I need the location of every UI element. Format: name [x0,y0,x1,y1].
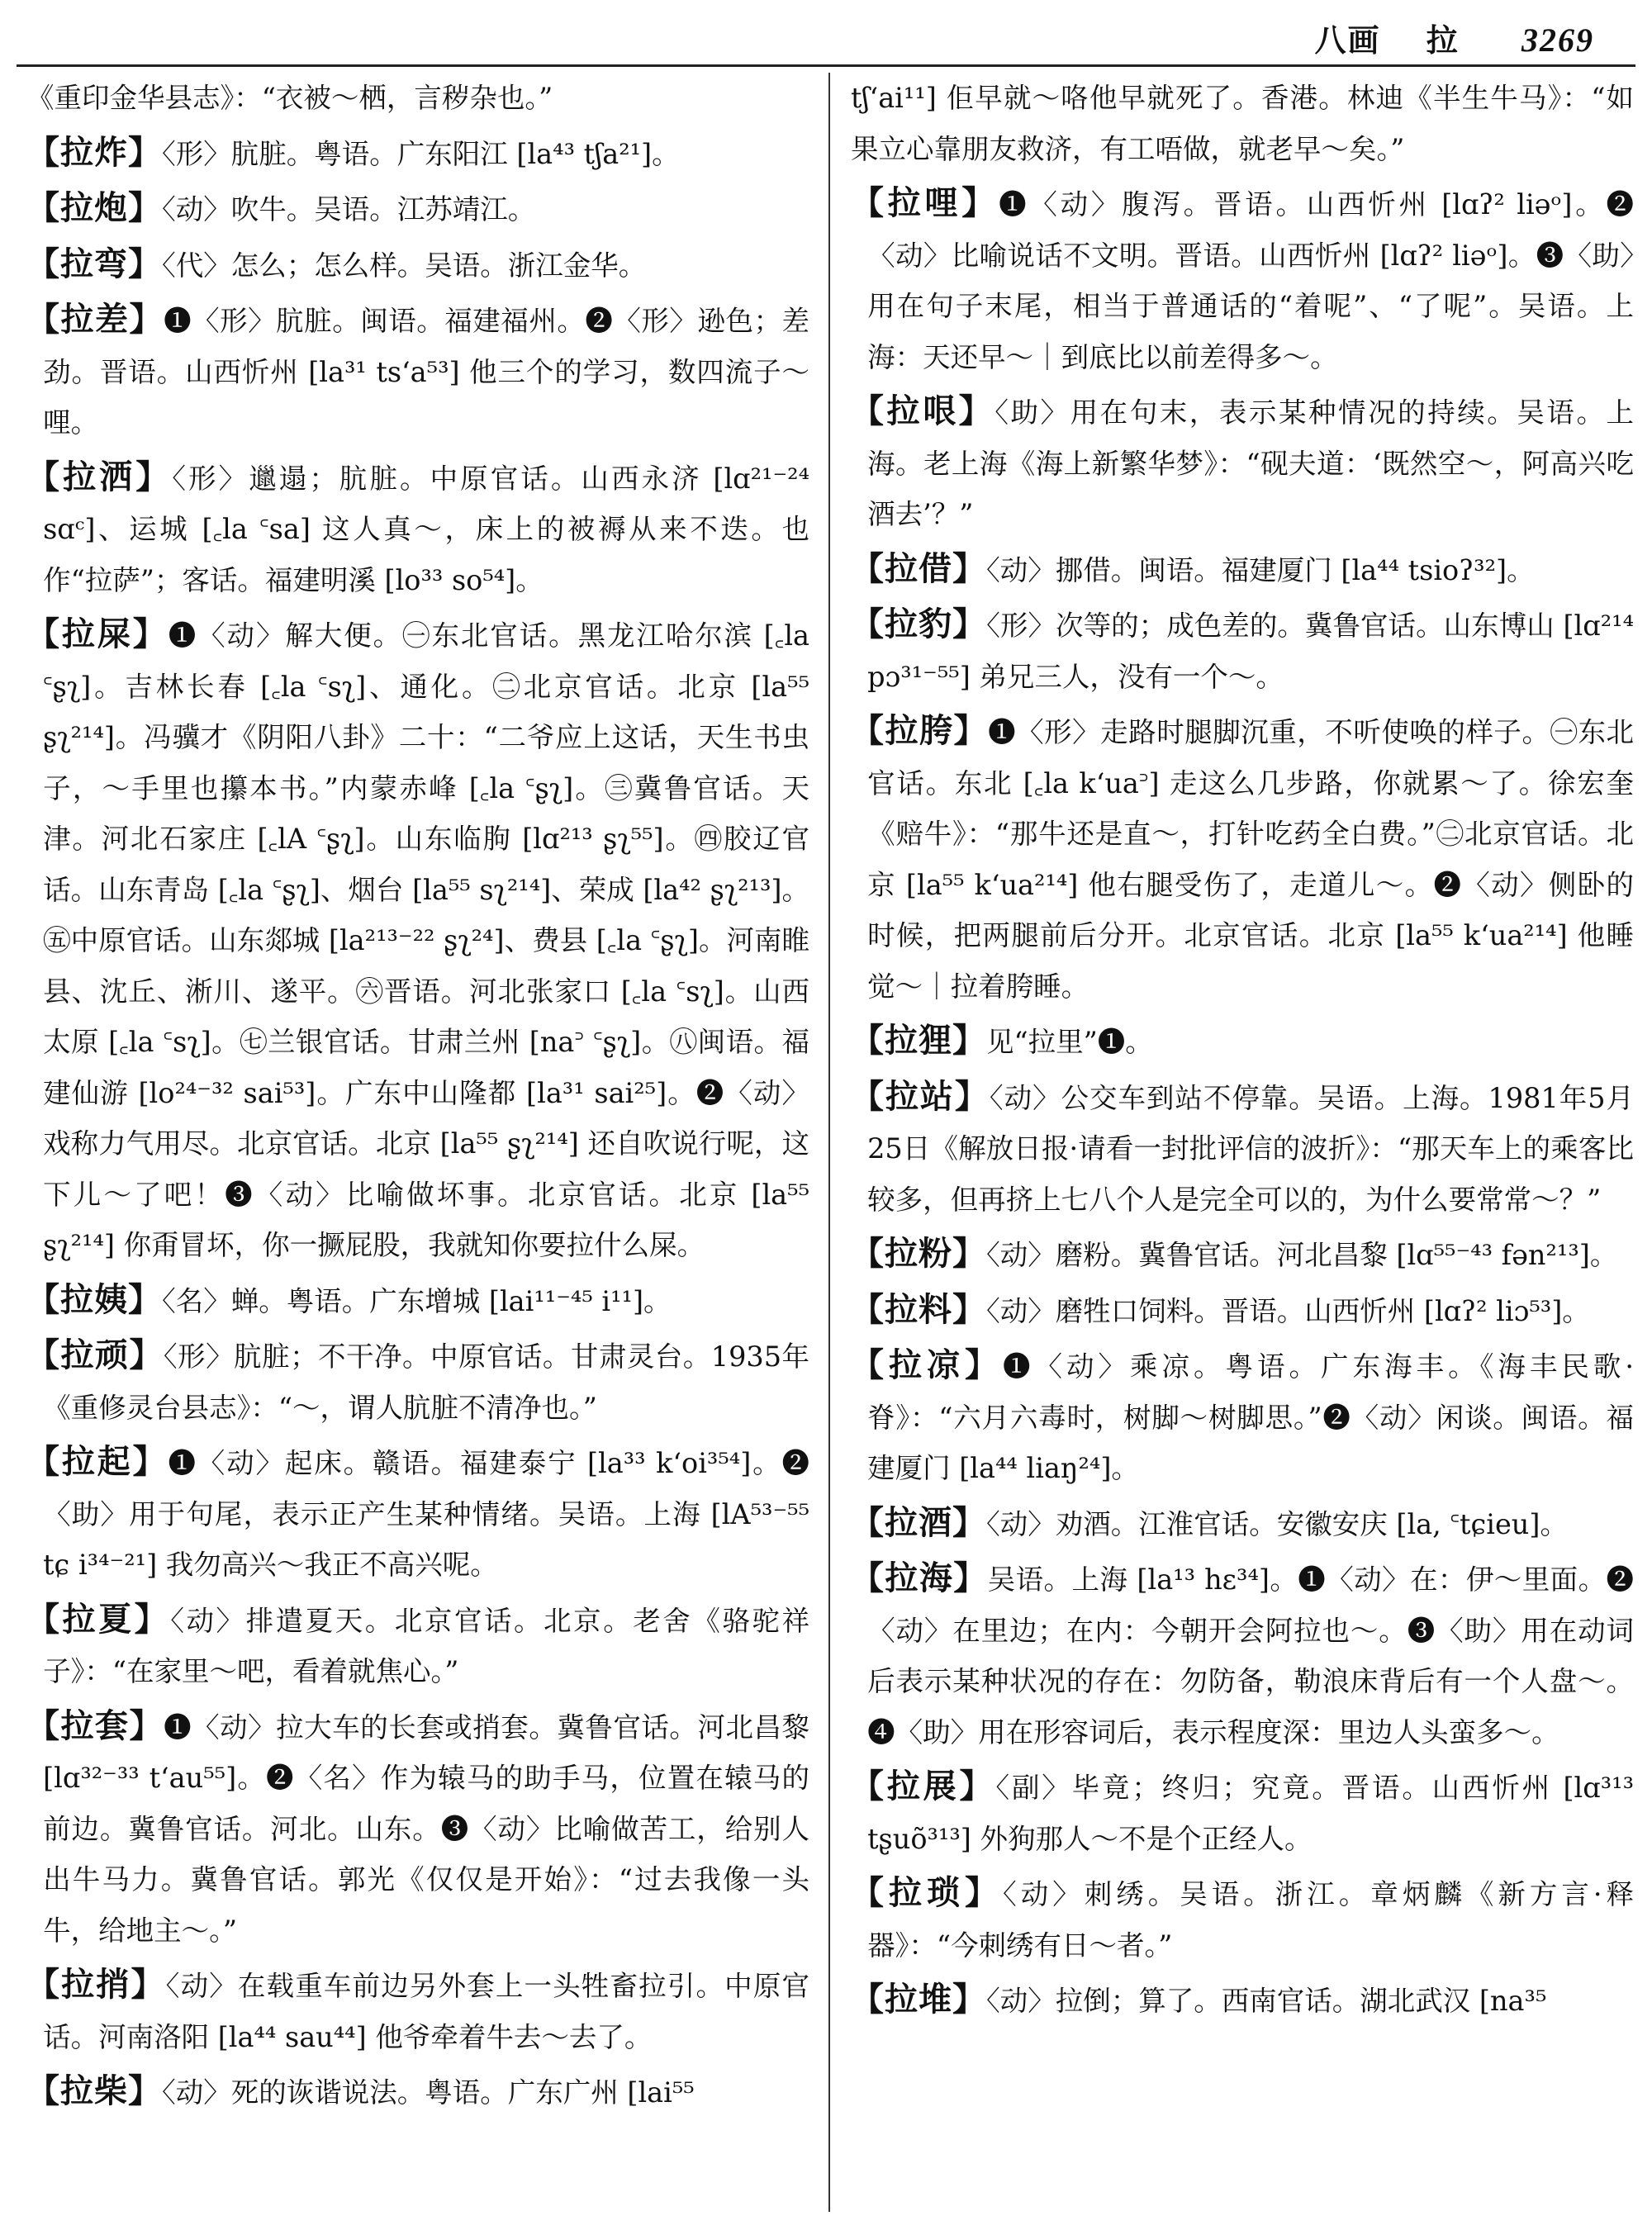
dictionary-entry [851,1974,1634,2027]
definition: 〈副〉毕竟；终归；究竟。晋语。山西忻州 [lɑ³¹³ tʂuõ³¹³] 外狗那人～不是个正经人。 [867,1772,1634,1855]
definition: ❶〈动〉解大便。㊀东北官话。黑龙江哈尔滨 [꜀la ꜂ʂʅ]。吉林长春 [꜀la ꜂sʅ]、通化。㊁北京官话。北京 [la⁵⁵ ʂʅ²¹⁴]。冯骥才《阴阳八卦》二十：“二爷应上这话，天生书虫子，～手里也攥本书。”内蒙赤峰 [꜀la ꜂ʂʅ]。㊂冀鲁官话。天津。河北石家庄 [꜀lA ꜂ʂʅ]。山东临朐 [lɑ²¹³ ʂʅ⁵⁵]。㊃胶辽官话。山东青岛 [꜀la ꜂ʂʅ]、烟台 [la⁵⁵ sʅ²¹⁴]、荣成 [la⁴² ʂʅ²¹³]。㊄中原官话。山东郯城 [la²¹³⁻²² ʂʅ²⁴]、费县 [꜀la ꜂ʂʅ]。河南睢县、沈丘、淅川、遂平。㊅晋语。河北张家口 [꜀la ꜂sʅ]。山西太原 [꜀la ꜂sʅ]。㊆兰银官话。甘肃兰州 [na꜄ ꜂ʂʅ]。㊇闽语。福建仙游 [lo²⁴⁻³² sai⁵³]。广东中山隆都 [la³¹ sai²⁵]。❷〈动〉戏称力气用尽。北京官话。北京 [la⁵⁵ ʂʅ²¹⁴] 还自吹说行呢，这下儿～了吧！❸〈动〉比喻做坏事。北京官话。北京 [la⁵⁵ ʂʅ²¹⁴] 你甭冒坏，你一撅屁股，我就知你要拉什么屎。 [43,619,809,1261]
definition: 〈形〉邋遢；肮脏。中原官话。山西永济 [lɑ²¹⁻²⁴ sɑᶜ]、运城 [꜀la ꜂sa] 这人真～，床上的被褥从来不迭。也作“拉萨”；客话。福建明溪 [lo³³ so⁵⁴]。 [43,462,809,596]
definition: ❶〈形〉肮脏。闽语。福建福州。❷〈形〉逊色；差劲。晋语。山西忻州 [la³¹ ts‘a⁵³] 他三个的学习，数四流子～哩。 [43,305,809,439]
definition: 〈动〉吹牛。吴语。江苏靖江。 [162,193,536,225]
dictionary-entry [851,1553,1634,1758]
headword: 【拉夏】 [26,1599,171,1639]
dictionary-entry [851,178,1634,382]
dictionary-entry [26,1701,809,1957]
entry-continuation: tʃ‘ai¹¹] 佢早就～咯他早就死了。香港。林迪《半生牛马》：“如果立心靠朋友救济，有工唔做，就老早～矣。” [851,82,1634,165]
definition: 〈动〉排遣夏天。北京官话。北京。老舍《骆驼祥子》：“在家里～吧，看着就焦心。” [43,1604,809,1687]
headword: 【拉顽】 [26,1336,164,1374]
headword: 【拉哩】 [851,183,999,222]
definition: ❶〈动〉起床。赣语。福建泰宁 [la³³ k‘oi³⁵⁴]。❷〈助〉用于句尾，表示正产生某种情绪。吴语。上海 [lA⁵³⁻⁵⁵ tɕ i³⁴⁻²¹] 我勿高兴～我正不高兴呢。 [43,1447,809,1581]
dictionary-entry [851,599,1634,702]
headword: 【拉狸】 [851,1021,986,1060]
definition: 〈动〉挪借。闽语。福建厦门 [la⁴⁴ tsioʔ³²]。 [986,553,1535,586]
headword: 【拉套】 [26,1706,164,1745]
definition: 〈动〉拉倒；算了。西南官话。湖北武汉 [na³⁵ [986,1985,1547,2017]
dictionary-entry [26,183,809,235]
dictionary-entry [26,452,809,606]
dictionary-entry [851,386,1634,540]
definition: 〈形〉肮脏。粤语。广东阳江 [la⁴³ tʃa²¹]。 [162,137,680,170]
headword: 【拉起】 [26,1442,169,1481]
headword: 【拉炸】 [26,132,162,172]
headword: 【拉胯】 [851,711,989,750]
headword: 【拉屎】 [26,614,169,653]
dictionary-entry [851,1228,1634,1281]
definition: 吴语。上海 [la¹³ hɛ³⁴]。❶〈动〉在：伊～里面。❷〈动〉在里边；在内：今朝开会阿拉也～。❸〈助〉用在动词后表示某种状况的存在：勿防备，勒浪床背后有一个人盘～。❹〈助〉用在形容词后，表示程度深：里边人头蛮多～。 [867,1563,1634,1748]
headword: 【拉海】 [851,1559,988,1597]
dictionary-entry [26,1274,809,1327]
definition: 见“拉里”❶。 [986,1026,1153,1058]
headword: 【拉捎】 [26,1965,166,2004]
headword: 【拉凉】 [851,1345,1004,1384]
headword: 【拉堆】 [851,1980,986,2019]
dictionary-entry [851,1071,1634,1226]
dictionary-entry [851,1497,1634,1550]
headword: 【拉豹】 [851,605,987,643]
headword: 【拉展】 [851,1767,996,1805]
right-column [851,73,1634,2212]
dictionary-entry [26,1330,809,1433]
definition: 〈动〉磨牲口饲料。晋语。山西忻州 [lɑʔ² liɔ⁵³]。 [986,1294,1590,1327]
headword: 【拉站】 [851,1076,990,1116]
definition: ❶〈形〉走路时腿脚沉重，不听使唤的样子。㊀东北官话。东北 [꜀la k‘ua꜄] 走这么几步路，你就累～了。徐宏奎《赔牛》：“那牛还是直～，打针吃药全白费。”㊁北京官话。北京 [la⁵⁵ k‘ua²¹⁴] 他右腿受伤了，走道儿～。❷〈动〉侧卧的时候，把两腿前后分开。北京官话。北京 [la⁵⁵ k‘ua²¹⁴] 他睡觉～｜拉着胯睡。 [867,716,1634,1003]
definition: ❶〈动〉腹泻。晋语。山西忻州 [lɑʔ² liəᵒ]。❷〈动〉比喻说话不文明。晋语。山西忻州 [lɑʔ² liəᵒ]。❸〈助〉用在句子末尾，相当于普通话的“着呢”、“了呢”。吴语。上海：天还早～｜到底比以前差得多～。 [867,188,1634,373]
dictionary-entry [26,239,809,292]
headword: 【拉洒】 [26,457,173,496]
dictionary-entry [26,2066,809,2118]
headword: 【拉琐】 [851,1873,1004,1912]
dictionary-entry [851,1867,1634,1971]
headword: 【拉柴】 [26,2071,162,2110]
definition: 〈代〉怎么；怎么样。吴语。浙江金华。 [162,249,647,282]
dictionary-entry [26,294,809,448]
headword: 【拉弯】 [26,244,162,283]
definition: 〈动〉磨粉。冀鲁官话。河北昌黎 [lɑ⁵⁵⁻⁴³ fən²¹³]。 [986,1239,1618,1271]
dictionary-entry [851,1015,1634,1068]
dictionary-entry [851,543,1634,596]
definition: 〈形〉次等的；成色差的。冀鲁官话。山东博山 [lɑ²¹⁴ pɔ³¹⁻⁵⁵] 弟兄三人，没有一个～。 [867,610,1634,693]
dictionary-entry [26,127,809,180]
definition: 〈动〉劝酒。江淮官话。安徽安庆 [la, ꜂tɕieu]。 [986,1507,1568,1540]
headword: 【拉粉】 [851,1234,986,1273]
page-number: 3269 [1521,21,1594,59]
headword: 【拉哏】 [851,391,995,430]
headword: 【拉借】 [851,548,986,588]
definition: 〈名〉蝉。粤语。广东增城 [lai¹¹⁻⁴⁵ i¹¹]。 [162,1284,672,1317]
dictionary-entry [851,1340,1634,1494]
headword: 【拉炮】 [26,188,162,227]
definition: 〈动〉在载重车前边另外套上一头牲畜拉引。中原官话。河南洛阳 [la⁴⁴ sau⁴⁴] 他爷牵着牛去～去了。 [43,1970,809,2053]
dictionary-entry [26,1436,809,1591]
dictionary-entry [26,1594,809,1697]
definition: 〈动〉公交车到站不停靠。吴语。上海。1981年5月25日《解放日报·请看一封批评信的波折》：“那天车上的乘客比较多，但再挤上七八个人是完全可以的，为什么要常常～？” [867,1081,1634,1216]
definition: ❶〈动〉拉大车的长套或捎套。冀鲁官话。河北昌黎 [lɑ³²⁻³³ t‘au⁵⁵]。❷〈名〉作为辕马的助手马，位置在辕马的前边。冀鲁官话。河北。山东。❸〈动〉比喻做苦工，给别人出牛马力。冀鲁官话。郭光《仅仅是开始》：“过去我像一头牛，给地主～。” [43,1710,809,1947]
definition: 〈动〉刺绣。吴语。浙江。章炳麟《新方言·释器》：“今刺绣有日～者。” [867,1878,1634,1962]
dictionary-entry [851,1284,1634,1337]
dictionary-entry [851,1761,1634,1864]
definition: 〈助〉用在句末，表示某种情况的持续。吴语。上海。老上海《海上新繁华梦》：“砚夫道：‘既然空～，阿高兴吃酒去’？” [867,396,1634,530]
column-divider [828,73,830,2212]
dictionary-entry [851,705,1634,1012]
headword: 【拉差】 [26,300,164,339]
left-column [26,73,809,2212]
page-header [1315,15,1595,60]
section-label: 八画 [1314,21,1381,59]
entry-continuation: 《重印金华县志》：“衣被～栖，言秽杂也。” [26,82,553,114]
definition: ❶〈动〉乘凉。粤语。广东海丰。《海丰民歌·脊》：“六月六毒时，树脚～树脚思。”❷〈动〉闲谈。闽语。福建厦门 [la⁴⁴ liaŋ²⁴]。 [867,1350,1634,1484]
headword: 【拉酒】 [851,1502,986,1542]
headword: 【拉姨】 [26,1279,162,1319]
header-rule [17,64,1635,67]
definition: 〈动〉死的诙谐说法。粤语。广东广州 [lai⁵⁵ [162,2076,695,2109]
definition: 〈形〉肮脏；不干净。中原官话。甘肃灵台。1935年《重修灵台县志》：“～，谓人肮脏不清净也。” [43,1340,809,1424]
dictionary-entry [26,609,809,1271]
header-character: 拉 [1426,21,1460,59]
headword: 【拉料】 [851,1289,986,1329]
dictionary-entry [26,1959,809,2062]
